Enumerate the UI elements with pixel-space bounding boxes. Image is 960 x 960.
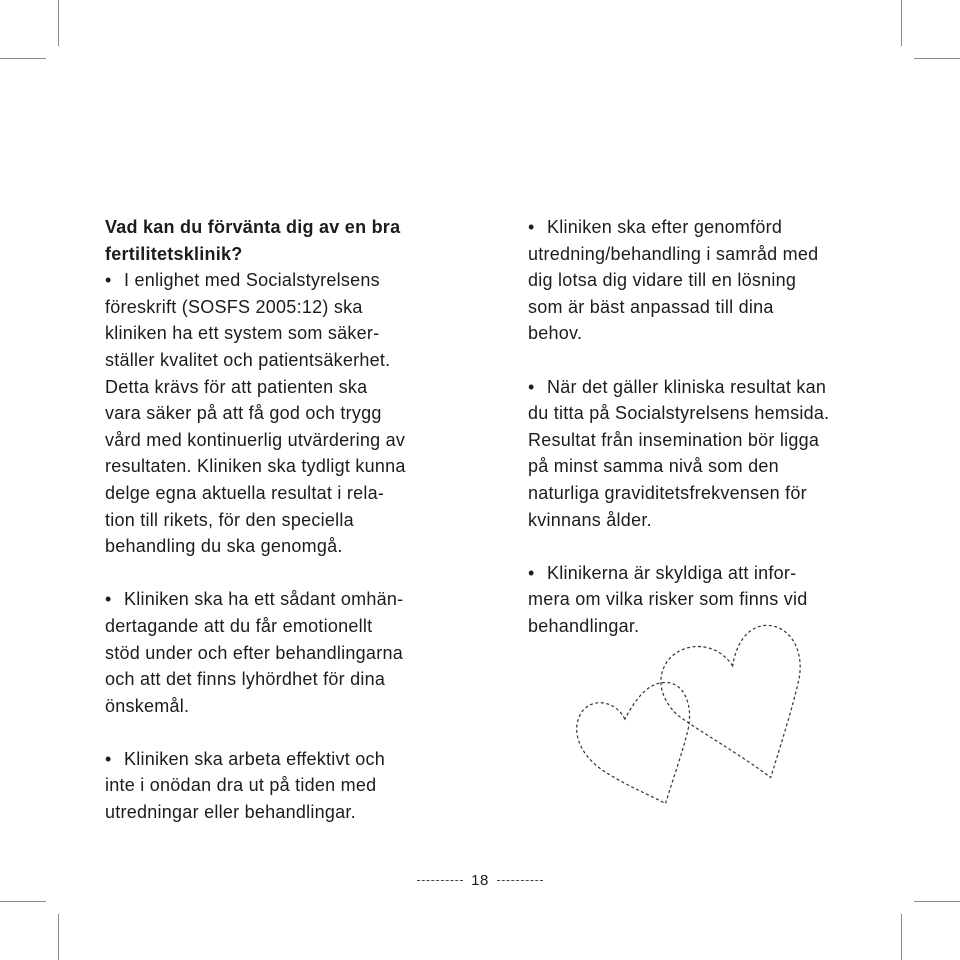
section-heading [105, 214, 445, 267]
back-heart-icon [653, 620, 822, 796]
paragraph-line: När det gäller kliniska resultat kan [547, 376, 827, 397]
paragraph-line: du titta på Socialstyrelsens hemsida. [528, 403, 830, 424]
paragraph-line: naturliga graviditetsfrekvensen för [528, 482, 807, 503]
dashed-rule-right [497, 880, 543, 882]
crop-mark-left-top [0, 58, 46, 59]
paragraph-line: dertagande att du får emotionellt [105, 615, 373, 636]
bullet-paragraph-efficiency [105, 746, 445, 826]
right-column [528, 214, 868, 640]
crop-mark-top-left [58, 0, 59, 46]
left-column [105, 214, 445, 826]
paragraph-line: inte i onödan dra ut på tiden med [105, 775, 377, 796]
bullet-icon: • [105, 270, 112, 291]
bullet-paragraph-support [105, 586, 445, 719]
paragraph-line: mera om vilka risker som finns vid [528, 589, 808, 610]
paragraph-line: resultaten. Kliniken ska tydligt kunna [105, 456, 406, 477]
dashed-hearts-icon [560, 610, 840, 810]
page-number-footer [0, 872, 960, 889]
dashed-rule-left [417, 880, 463, 882]
paragraph-line: tion till rikets, för den speciella [105, 509, 354, 530]
paragraph-line: behandling du ska genomgå. [105, 536, 343, 557]
crop-mark-right-top [914, 58, 960, 59]
page-number: 18 [471, 872, 489, 889]
paragraph-line: önskemål. [105, 695, 190, 716]
bullet-paragraph-quality [105, 267, 445, 560]
paragraph-line: Detta krävs för att patienten ska [105, 376, 368, 397]
paragraph-line: Kliniken ska efter genomförd [547, 217, 783, 237]
heading-line: Vad kan du förvänta dig av en bra [105, 217, 401, 237]
paragraph-line: stöd under och efter behandlingarna [105, 642, 403, 663]
bullet-icon: • [528, 376, 535, 397]
crop-mark-bottom-right [901, 914, 902, 960]
paragraph-line: kvinnans ålder. [528, 509, 652, 530]
paragraph-line: Resultat från insemination bör ligga [528, 429, 820, 450]
crop-mark-right-bottom [914, 901, 960, 902]
front-heart-icon [568, 671, 694, 805]
paragraph-line: Kliniken ska ha ett sådant omhän- [124, 589, 404, 610]
paragraph-line: I enlighet med Socialstyrelsens [124, 270, 380, 291]
paragraph-line: behandlingar. [528, 615, 640, 636]
paragraph-line: vård med kontinuerlig utvärdering av [105, 429, 406, 450]
bullet-paragraph-results [528, 374, 868, 534]
bullet-icon: • [105, 748, 112, 769]
crop-mark-bottom-left [58, 914, 59, 960]
paragraph-line: kliniken ha ett system som säker- [105, 323, 380, 344]
bullet-icon: • [528, 217, 535, 237]
paragraph-line: vara säker på att få god och trygg [105, 403, 382, 424]
paragraph-line: och att det finns lyhördhet för dina [105, 669, 386, 690]
paragraph-line: dig lotsa dig vidare till en lösning [528, 270, 797, 291]
paragraph-line: utredningar eller behandlingar. [105, 802, 356, 823]
paragraph-line: som är bäst anpassad till dina [528, 296, 774, 317]
paragraph-line: Kliniken ska arbeta effektivt och [124, 748, 386, 769]
bullet-icon: • [528, 562, 535, 583]
crop-mark-top-right [901, 0, 902, 46]
paragraph-line: föreskrift (SOSFS 2005:12) ska [105, 296, 363, 317]
crop-mark-left-bottom [0, 901, 46, 902]
paragraph-line: Klinikerna är skyldiga att infor- [547, 562, 797, 583]
bullet-icon: • [105, 589, 112, 610]
paragraph-line: ställer kvalitet och patientsäkerhet. [105, 349, 391, 370]
paragraph-line: utredning/behandling i samråd med [528, 243, 819, 264]
paragraph-line: behov. [528, 323, 583, 344]
paragraph-line: delge egna aktuella resultat i rela- [105, 482, 385, 503]
paragraph-line: på minst samma nivå som den [528, 456, 779, 477]
heading-line: fertilitetsklinik? [105, 243, 243, 264]
bullet-paragraph-guidance [528, 214, 868, 347]
